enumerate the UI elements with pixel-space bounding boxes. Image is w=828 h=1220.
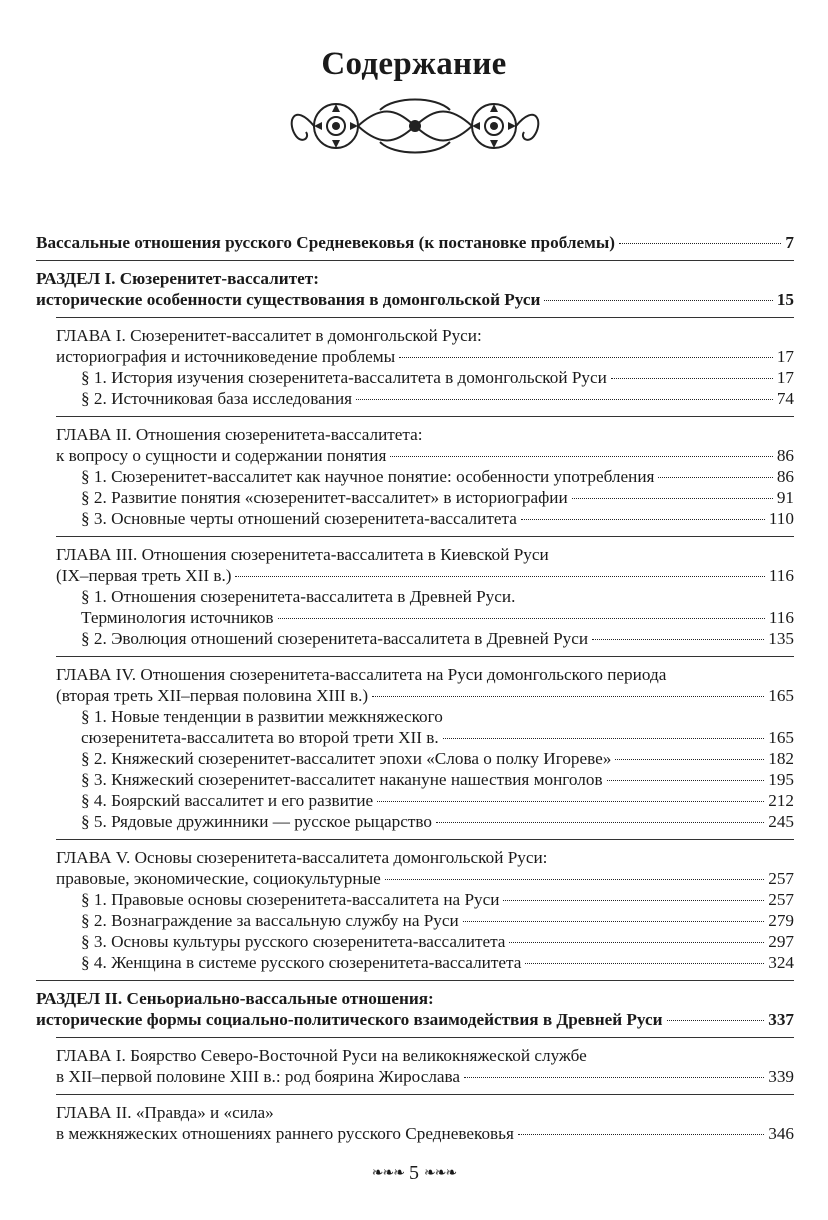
toc-paragraph-title: § 4. Женщина в системе русского сюзеренитета-вассалитета xyxy=(81,953,522,972)
toc-chapter-line1: ГЛАВА II. «Правда» и «сила» xyxy=(56,1103,274,1122)
toc-paragraph[interactable] xyxy=(36,811,794,832)
toc-page-number: 74 xyxy=(776,389,794,408)
toc-paragraph-line1: § 1. Отношения сюзеренитета-вассалитета в Древней Руси. xyxy=(81,587,516,606)
toc-page-number: 245 xyxy=(768,812,794,831)
toc-paragraph-title: § 3. Основы культуры русского сюзеренитета-вассалитета xyxy=(81,932,506,951)
page-title: Содержание xyxy=(321,46,507,82)
toc-page-number: 212 xyxy=(768,791,794,810)
toc-page-number: 257 xyxy=(768,890,794,909)
toc-chapter-line2: к вопросу о сущности и содержании понятия xyxy=(56,446,387,465)
toc-paragraph[interactable] xyxy=(36,466,794,487)
toc-paragraph-title: § 1. История изучения сюзеренитета-вассалитета в домонгольской Руси xyxy=(81,368,607,387)
toc-paragraph-title: § 1. Сюзеренитет-вассалитет как научное понятие: особенности употребления xyxy=(81,467,655,486)
toc-section-1[interactable] xyxy=(36,268,794,310)
toc-chapter[interactable] xyxy=(36,424,794,466)
toc-section-2-line2: исторические формы социально-политического взаимодействия в Древней Руси xyxy=(36,1010,663,1029)
toc-paragraph-line2: Терминология источников xyxy=(81,608,274,627)
toc-chapter[interactable] xyxy=(36,544,794,586)
toc-paragraph-title: § 3. Княжеский сюзеренитет-вассалитет накануне нашествия монголов xyxy=(81,770,603,789)
toc-paragraph-title: § 1. Правовые основы сюзеренитета-вассалитета на Руси xyxy=(81,890,500,909)
toc-page-number: 337 xyxy=(768,1010,794,1029)
toc-paragraph[interactable] xyxy=(36,790,794,811)
divider xyxy=(56,1094,794,1095)
toc-paragraph[interactable] xyxy=(36,769,794,790)
toc-paragraph[interactable] xyxy=(36,706,794,748)
toc-paragraph-title: § 2. Развитие понятия «сюзеренитет-вассалитет» в историографии xyxy=(81,488,568,507)
toc-paragraph[interactable] xyxy=(36,508,794,529)
toc-page-number: 346 xyxy=(768,1124,794,1143)
toc-section-2[interactable] xyxy=(36,988,794,1030)
toc-paragraph[interactable] xyxy=(36,931,794,952)
toc-chapter-line2: (вторая треть XII–первая половина XIII в.) xyxy=(56,686,369,705)
toc-chapter-line1: ГЛАВА II. Отношения сюзеренитета-вассалитета: xyxy=(56,425,423,444)
toc-page-number: 17 xyxy=(776,347,794,366)
page-number: 5 xyxy=(409,1162,419,1184)
divider xyxy=(56,839,794,840)
toc-page-number: 91 xyxy=(776,488,794,507)
toc-chapter[interactable] xyxy=(36,1045,794,1087)
footer-ornament-icon: ❧❧❧ xyxy=(371,1166,404,1181)
toc-page-number: 165 xyxy=(768,728,794,747)
toc-chapter[interactable] xyxy=(36,325,794,367)
toc-section-1-line1: РАЗДЕЛ I. Сюзеренитет-вассалитет: xyxy=(36,269,319,288)
toc-paragraph[interactable] xyxy=(36,367,794,388)
toc-page-number: 110 xyxy=(768,509,794,528)
divider xyxy=(56,1037,794,1038)
toc-page-number: 182 xyxy=(768,749,794,768)
toc-page-number: 86 xyxy=(776,467,794,486)
toc-page-number: 7 xyxy=(785,233,794,252)
toc-page-number: 165 xyxy=(768,686,794,705)
toc-paragraph-line1: § 1. Новые тенденции в развитии межкняжеского xyxy=(81,707,443,726)
toc-paragraph[interactable] xyxy=(36,628,794,649)
toc-chapter[interactable] xyxy=(36,664,794,706)
toc-page-number: 195 xyxy=(768,770,794,789)
toc-section-1-line2: исторические особенности существования в домонгольской Руси xyxy=(36,290,541,309)
toc-chapter-line1: ГЛАВА IV. Отношения сюзеренитета-вассалитета на Руси домонгольского периода xyxy=(56,665,667,684)
footer-ornament-icon: ❧❧❧ xyxy=(424,1166,457,1181)
toc-chapter-line2: историография и источниковедение проблемы xyxy=(56,347,396,366)
toc-page-number: 116 xyxy=(768,566,794,585)
toc-chapter-line1: ГЛАВА I. Боярство Северо-Восточной Руси на великокняжеской службе xyxy=(56,1046,587,1065)
divider xyxy=(56,416,794,417)
toc-chapter-line2: в XII–первой половине XIII в.: род боярина Жирослава xyxy=(56,1067,461,1086)
toc-paragraph-title: § 5. Рядовые дружинники — русское рыцарство xyxy=(81,812,433,831)
toc-page-number: 86 xyxy=(776,446,794,465)
toc-paragraph-title: § 2. Вознаграждение за вассальную службу на Руси xyxy=(81,911,459,930)
divider xyxy=(56,536,794,537)
toc-intro[interactable] xyxy=(36,232,794,253)
toc-page-number: 135 xyxy=(768,629,794,648)
toc-page-number: 297 xyxy=(768,932,794,951)
toc-paragraph[interactable] xyxy=(36,748,794,769)
toc-paragraph-line2: сюзеренитета-вассалитета во второй трети XII в. xyxy=(81,728,439,747)
toc-section-2-line1: РАЗДЕЛ II. Сеньориально-вассальные отношения: xyxy=(36,989,434,1008)
toc-paragraph-title: § 2. Эволюция отношений сюзеренитета-вассалитета в Древней Руси xyxy=(81,629,589,648)
toc-paragraph-title: § 4. Боярский вассалитет и его развитие xyxy=(81,791,374,810)
toc-page-number: 116 xyxy=(768,608,794,627)
floral-ornament-icon xyxy=(284,92,546,160)
toc-chapter[interactable] xyxy=(36,1102,794,1144)
page-footer xyxy=(0,1162,828,1185)
toc-page-number: 257 xyxy=(768,869,794,888)
toc-paragraph-title: § 2. Княжеский сюзеренитет-вассалитет эпохи «Слова о полку Игореве» xyxy=(81,749,612,768)
divider xyxy=(56,656,794,657)
toc-intro-title: Вассальные отношения русского Средневековья (к постановке проблемы) xyxy=(36,233,615,252)
toc-page-number: 15 xyxy=(776,290,794,309)
toc-paragraph[interactable] xyxy=(36,889,794,910)
toc-page-number: 324 xyxy=(768,953,794,972)
toc-chapter-line2: в межкняжеских отношениях раннего русского Средневековья xyxy=(56,1124,514,1143)
toc-chapter-line1: ГЛАВА I. Сюзеренитет-вассалитет в домонгольской Руси: xyxy=(56,326,482,345)
toc-chapter[interactable] xyxy=(36,847,794,889)
toc-paragraph[interactable] xyxy=(36,952,794,973)
toc-paragraph-title: § 2. Источниковая база исследования xyxy=(81,389,353,408)
toc-paragraph[interactable] xyxy=(36,487,794,508)
toc-page-number: 339 xyxy=(768,1067,794,1086)
toc-page-number: 17 xyxy=(776,368,794,387)
toc-chapter-line1: ГЛАВА III. Отношения сюзеренитета-вассалитета в Киевской Руси xyxy=(56,545,549,564)
divider xyxy=(36,260,794,261)
table-of-contents xyxy=(36,232,794,1144)
toc-chapter-line1: ГЛАВА V. Основы сюзеренитета-вассалитета домонгольской Руси: xyxy=(56,848,548,867)
toc-paragraph-title: § 3. Основные черты отношений сюзеренитета-вассалитета xyxy=(81,509,517,528)
toc-chapter-line2: правовые, экономические, социокультурные xyxy=(56,869,381,888)
toc-page-number: 279 xyxy=(768,911,794,930)
toc-paragraph[interactable] xyxy=(36,586,794,628)
toc-chapter-line2: (IX–первая треть XII в.) xyxy=(56,566,232,585)
divider xyxy=(36,980,794,981)
toc-paragraph[interactable] xyxy=(36,388,794,409)
divider xyxy=(56,317,794,318)
toc-paragraph[interactable] xyxy=(36,910,794,931)
